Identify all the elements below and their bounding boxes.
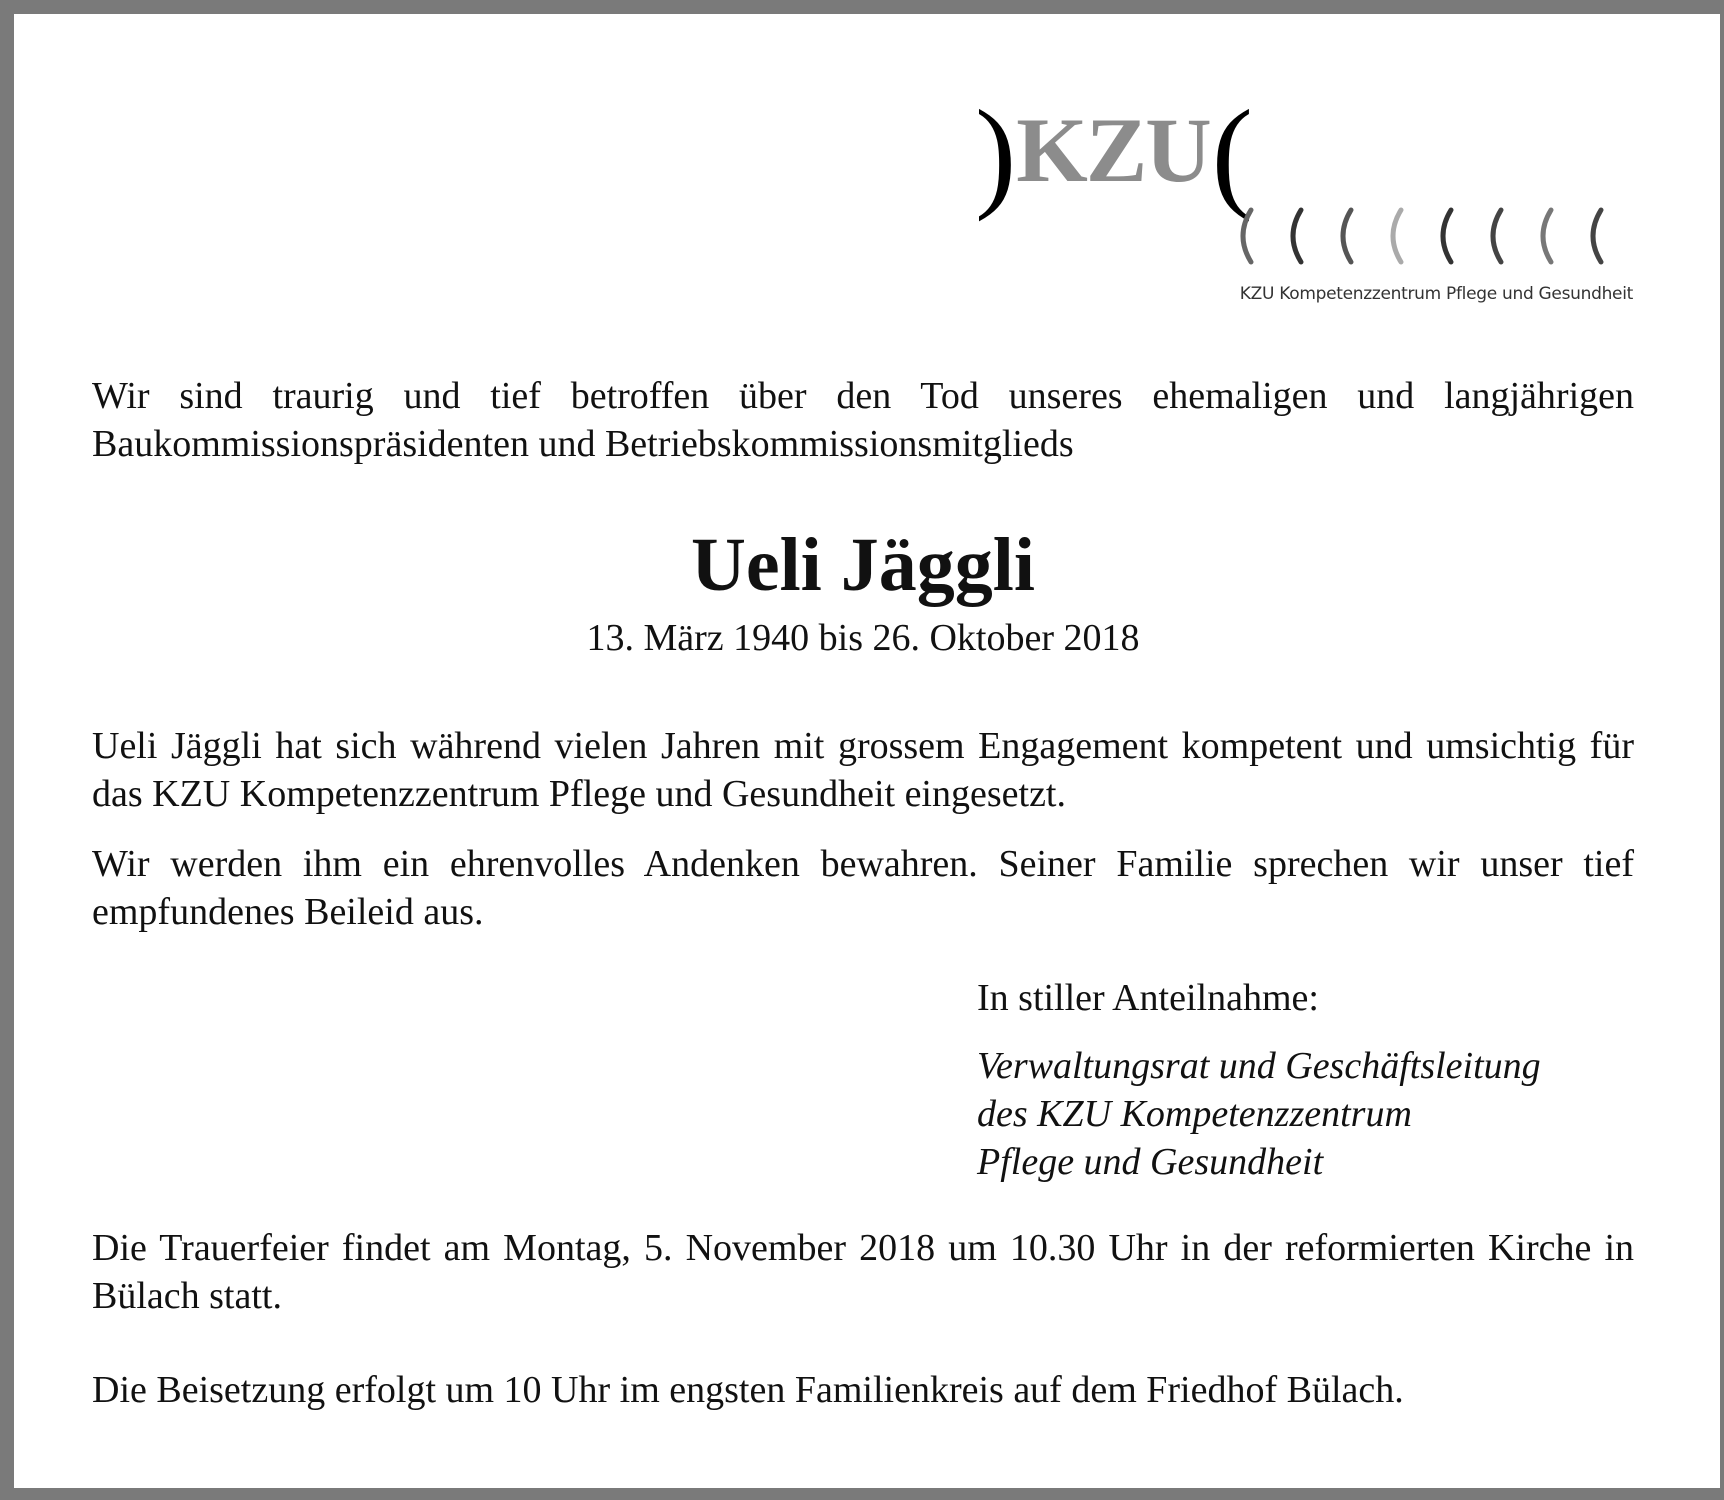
signature-line: Pflege und Gesundheit — [977, 1141, 1324, 1183]
logo-paren-right: ( — [1211, 85, 1251, 222]
burial-info: Die Beisetzung erfolgt um 10 Uhr im engsten Familienkreis auf dem Friedhof Bülach. — [92, 1369, 1404, 1411]
signature-line: des KZU Kompetenzzentrum — [977, 1093, 1412, 1135]
logo-subtitle: KZU Kompetenzzentrum Pflege und Gesundheit — [1239, 284, 1633, 304]
kzu-logo — [975, 84, 1635, 314]
intro-text: Wir sind traurig und tief betroffen über den Tod unseres ehemaligen und langjährigen Baukommissionspräsidenten und Betriebskommissionsmitglieds — [92, 375, 1634, 465]
funeral-info: Die Trauerfeier findet am Montag, 5. November 2018 um 10.30 Uhr in der reformierten Kirche in Bülach statt. — [92, 1227, 1634, 1317]
signature-intro: In stiller Anteilnahme: — [977, 977, 1319, 1019]
condolence-paragraph: Wir werden ihm ein ehrenvolles Andenken bewahren. Seiner Familie sprechen wir unser tief empfundenes Beileid aus. — [92, 843, 1634, 933]
signature-line: Verwaltungsrat und Geschäftsleitung — [977, 1045, 1541, 1087]
tribute-paragraph: Ueli Jäggli hat sich während vielen Jahren mit grossem Engagement kompetent und umsichtig für das KZU Kompetenzzentrum Pflege und Gesundheit eingesetzt. — [92, 725, 1634, 815]
deceased-name: Ueli Jäggli — [690, 523, 1036, 607]
logo-wordmark — [975, 84, 1251, 222]
signature-block — [977, 1042, 1637, 1186]
life-dates: 13. März 1940 bis 26. Oktober 2018 — [586, 617, 1140, 659]
logo-letters: KZU — [1016, 99, 1210, 201]
logo-paren-left: ) — [975, 85, 1015, 222]
logo-arcs-decoration — [1237, 202, 1637, 282]
